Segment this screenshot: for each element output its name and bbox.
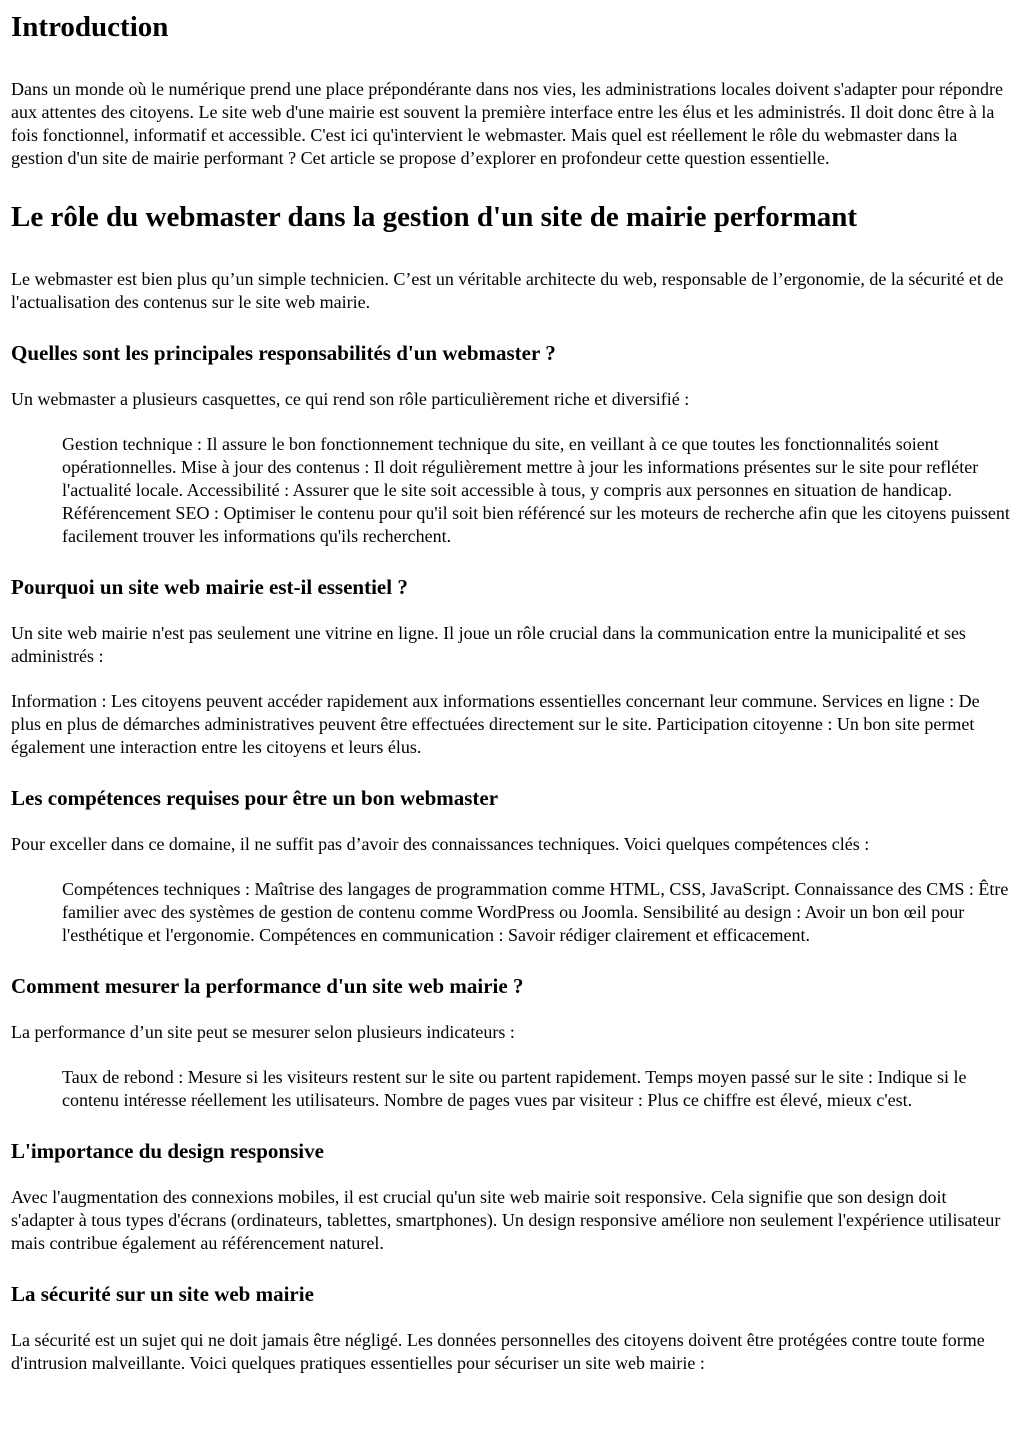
paragraph-responsive-design: Avec l'augmentation des connexions mobiles, il est crucial qu'un site web mairie soit responsive. Cela signifie que son design doit s'adapter à tous types d'écrans (ordinateurs, tablettes, smartphones). Un design responsive améliore non seulement l'expérience utilisateur mais contribue également au référencement naturel. (11, 1187, 1001, 1253)
paragraph-webmaster-role: Le webmaster est bien plus qu’un simple technicien. C’est un véritable architecte du web, responsable de l’ergonomie, de la sécurité et de l'actualisation des contenus sur le site web mairie. (11, 269, 1004, 312)
heading-performance: Comment mesurer la performance d'un site web mairie ? (11, 974, 524, 998)
paragraph-performance: La performance d’un site peut se mesurer selon plusieurs indicateurs : (11, 1022, 515, 1042)
heading-skills: Les compétences requises pour être un bon webmaster (11, 786, 499, 810)
blockquote-skills: Compétences techniques : Maîtrise des langages de programmation comme HTML, CSS, JavaScript. Connaissance des CMS : Être familier avec des systèmes de gestion de contenu comme WordPress ou Joomla. Sensibilité au design : Avoir un bon œil pour l'esthétique et l'ergonomie. Compétences en communication : Savoir rédiger clairement et efficacement. (62, 879, 1009, 945)
blockquote-responsibilities: Gestion technique : Il assure le bon fonctionnement technique du site, en veillant à ce que toutes les fonctionnalités soient opérationnelles. Mise à jour des contenus : Il doit régulièrement mettre à jour les informations présentes sur le site pour refléter l'actualité locale. Accessibilité : Assurer que le site soit accessible à tous, y compris aux personnes en situation de handicap. Référencement SEO : Optimiser le contenu pour qu'il soit bien référencé sur les moteurs de recherche afin que les citoyens puissent facilement trouver les informations qu'ils recherchent. (62, 434, 1010, 546)
paragraph-security: La sécurité est un sujet qui ne doit jamais être négligé. Les données personnelles des citoyens doivent être protégées contre toute forme d'intrusion malveillante. Voici quelques pratiques essentielles pour sécuriser un site web mairie : (11, 1330, 985, 1373)
heading-responsive-design: L'importance du design responsive (11, 1139, 324, 1163)
paragraph-skills: Pour exceller dans ce domaine, il ne suffit pas d’avoir des connaissances techniques. Voici quelques compétences clés : (11, 834, 870, 854)
paragraph-why-essential-list: Information : Les citoyens peuvent accéder rapidement aux informations essentielles concernant leur commune. Services en ligne : De plus en plus de démarches administratives peuvent être effectuées directement sur le site. Participation citoyenne : Un bon site permet également une interaction entre les citoyens et leurs élus. (11, 691, 980, 757)
heading-webmaster-role: Le rôle du webmaster dans la gestion d'un site de mairie performant (11, 201, 858, 233)
paragraph-why-essential: Un site web mairie n'est pas seulement une vitrine en ligne. Il joue un rôle crucial dans la communication entre la municipalité et ses administrés : (11, 623, 966, 666)
heading-security: La sécurité sur un site web mairie (11, 1282, 314, 1306)
article (0, 10, 1024, 1375)
heading-introduction: Introduction (11, 11, 169, 43)
heading-why-essential: Pourquoi un site web mairie est-il essentiel ? (11, 575, 408, 599)
heading-responsibilities: Quelles sont les principales responsabilités d'un webmaster ? (11, 341, 556, 365)
paragraph-introduction: Dans un monde où le numérique prend une place prépondérante dans nos vies, les administrations locales doivent s'adapter pour répondre aux attentes des citoyens. Le site web d'une mairie est souvent la première interface entre les élus et les administrés. Il doit donc être à la fois fonctionnel, informatif et accessible. C'est ici qu'intervient le webmaster. Mais quel est réellement le rôle du webmaster dans la gestion d'un site de mairie performant ? Cet article se propose d’explorer en profondeur cette question essentielle. (11, 79, 1003, 168)
paragraph-responsibilities: Un webmaster a plusieurs casquettes, ce qui rend son rôle particulièrement riche et diversifié : (11, 389, 690, 409)
blockquote-performance: Taux de rebond : Mesure si les visiteurs restent sur le site ou partent rapidement. Temps moyen passé sur le site : Indique si le contenu intéresse réellement les utilisateurs. Nombre de pages vues par visiteur : Plus ce chiffre est élevé, mieux c'est. (62, 1067, 967, 1110)
